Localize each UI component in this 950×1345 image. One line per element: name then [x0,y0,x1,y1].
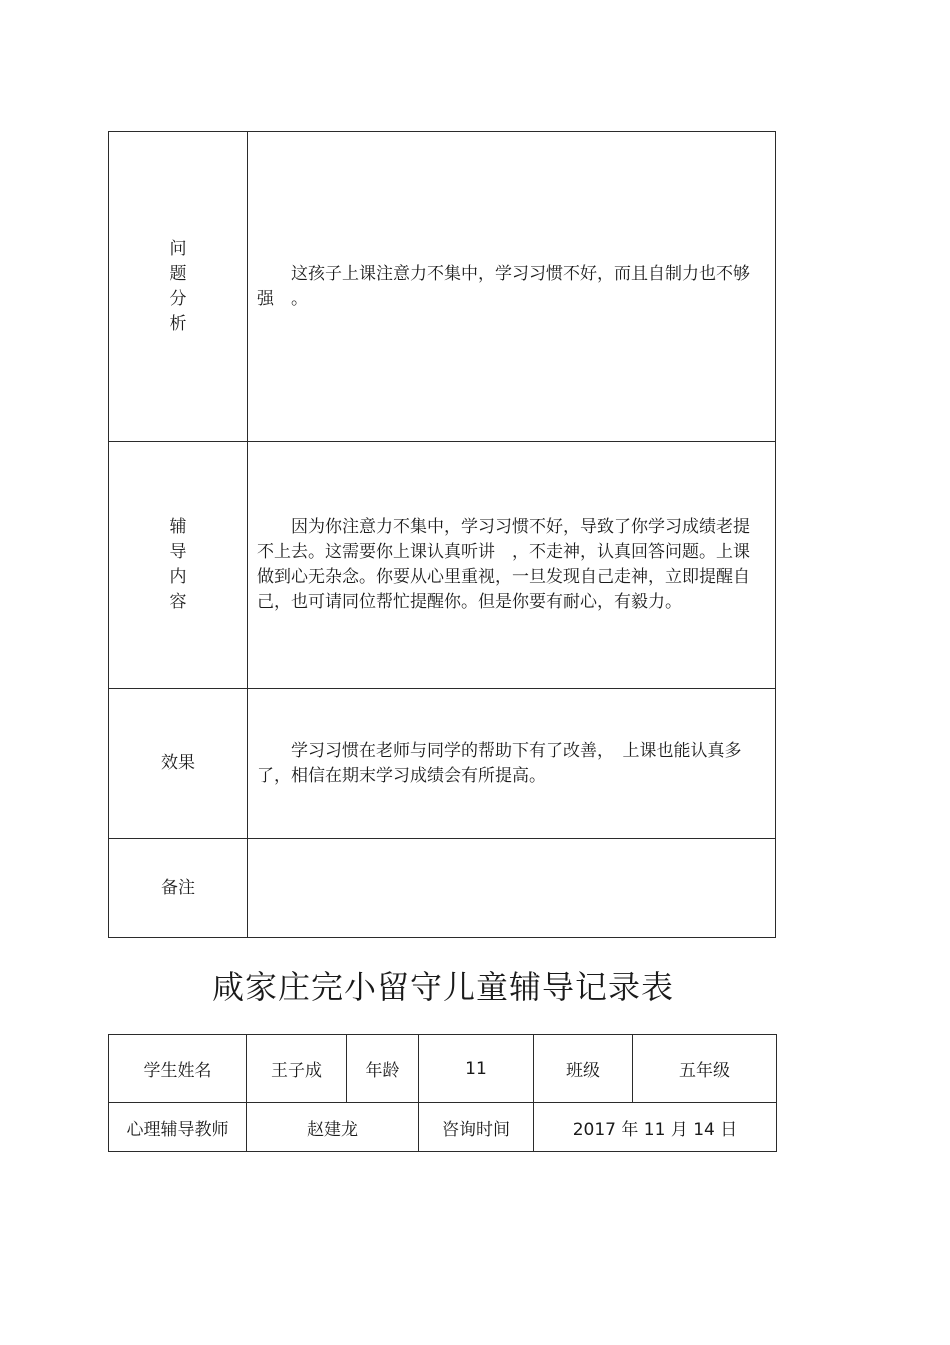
age-label: 年龄 [347,1035,419,1103]
teacher-value: 赵建龙 [247,1103,419,1152]
guidance-content-label: 辅导内容 [169,517,187,612]
effect-label: 效果 [161,753,195,773]
guidance-content-cell [248,442,776,689]
teacher-info-row [109,1103,777,1152]
notes-label-cell [109,839,248,938]
consult-time-value: 2017 年 11 月 14 日 [534,1103,777,1152]
effect-content-cell [248,689,776,839]
problem-analysis-label: 问题分析 [169,238,187,334]
student-name-label: 学生姓名 [109,1035,247,1103]
class-value: 五年级 [633,1035,777,1103]
student-info-row [109,1035,777,1103]
problem-analysis-text: 这孩子上课注意力不集中，学习习惯不好，而且自制力也不够强 。 [257,263,750,309]
effect-text: 学习习惯在老师与同学的帮助下有了改善， 上课也能认真多了，相信在期末学习成绩会有所提高。 [257,740,742,786]
document-title: 咸家庄完小留守儿童辅导记录表 [211,968,674,1006]
notes-content-cell [248,839,776,938]
age-value: 11 [419,1035,534,1103]
notes-label: 备注 [161,877,195,898]
notes-row [109,839,776,938]
teacher-label: 心理辅导教师 [109,1103,247,1152]
student-name-value: 王子成 [247,1035,347,1103]
guidance-content-label-cell [109,442,248,689]
effect-row [109,689,776,839]
student-info-table [108,1034,777,1152]
problem-analysis-label-cell [109,132,248,442]
guidance-content-row [109,442,776,689]
problem-analysis-row [109,132,776,442]
class-label: 班级 [534,1035,633,1103]
problem-analysis-content-cell [248,132,776,442]
counseling-record-table [108,131,776,938]
guidance-content-text: 因为你注意力不集中，学习习惯不好，导致了你学习成绩老提不上去。这需要你上课认真听讲 ，不走神，认真回答问题。上课做到心无杂念。你要从心里重视，一旦发现自己走神，立即提醒自己，也可请同位帮忙提醒你。但是你要有耐心，有毅力。 [257,517,750,612]
effect-label-cell [109,689,248,839]
consult-time-label: 咨询时间 [419,1103,534,1152]
